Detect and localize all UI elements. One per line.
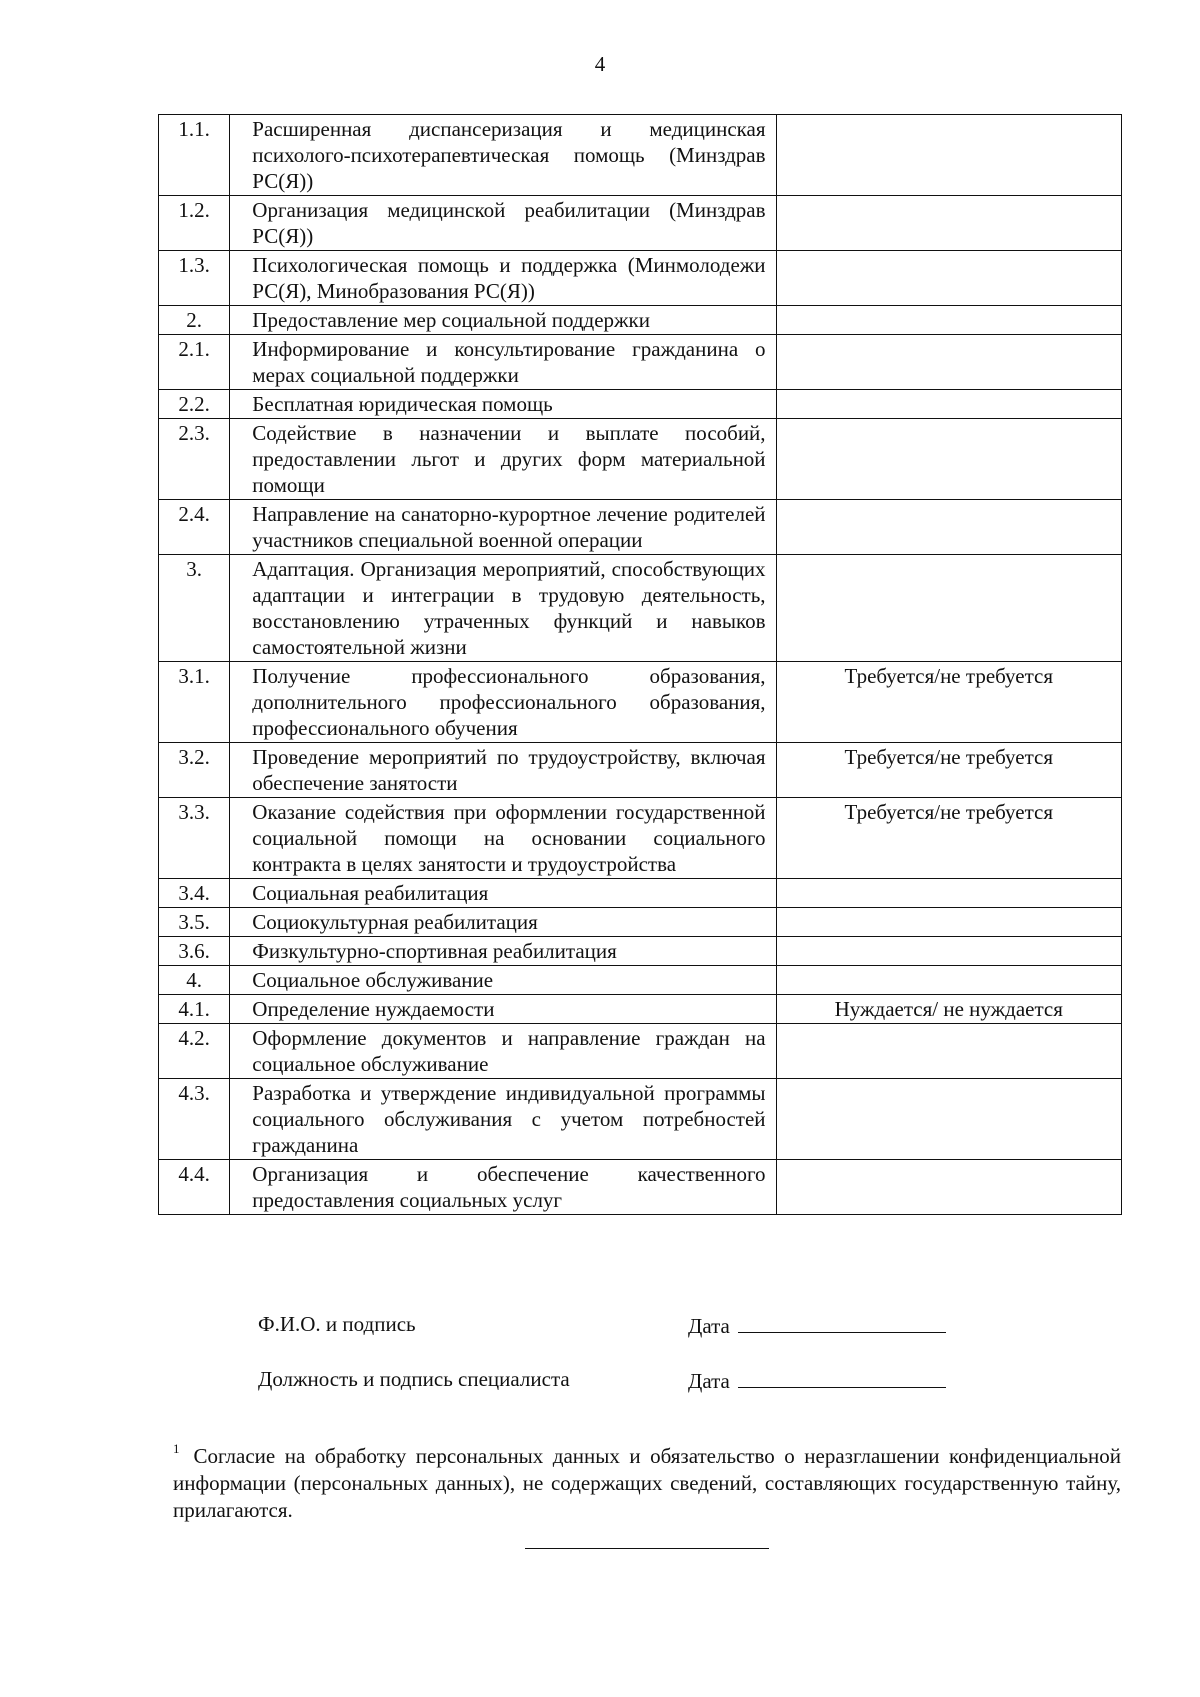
row-number: 2.2. [159, 390, 230, 419]
row-measure: Организация медицинской реабилитации (Минздрав РС(Я)) [230, 196, 776, 251]
row-number: 3. [159, 555, 230, 662]
row-number: 3.6. [159, 937, 230, 966]
row-number: 2.1. [159, 335, 230, 390]
table-row [159, 798, 1122, 879]
table-row [159, 966, 1122, 995]
table-row [159, 743, 1122, 798]
row-measure: Направление на санаторно-курортное лечение родителей участников специальной военной операции [230, 500, 776, 555]
row-value [776, 1160, 1121, 1215]
row-number: 2. [159, 306, 230, 335]
table-row [159, 1024, 1122, 1079]
row-value: Требуется/не требуется [776, 662, 1121, 743]
row-number: 2.4. [159, 500, 230, 555]
row-measure: Оформление документов и направление граждан на социальное обслуживание [230, 1024, 776, 1079]
table-row [159, 662, 1122, 743]
row-measure: Социальное обслуживание [230, 966, 776, 995]
row-value [776, 879, 1121, 908]
row-value [776, 908, 1121, 937]
footnote [173, 1435, 1121, 1524]
footnote-mark: 1 [173, 1441, 180, 1456]
date-label: Дата [688, 1314, 730, 1338]
row-measure: Определение нуждаемости [230, 995, 776, 1024]
row-value [776, 115, 1121, 196]
row-measure: Организация и обеспечение качественного предоставления социальных услуг [230, 1160, 776, 1215]
row-number: 1.2. [159, 196, 230, 251]
row-value: Требуется/не требуется [776, 798, 1121, 879]
specialist-signature-label: Должность и подпись специалиста [258, 1367, 570, 1391]
date-label: Дата [688, 1369, 730, 1393]
row-measure: Оказание содействия при оформлении государственной социальной помощи на основании социального контракта в целях занятости и трудоустройства [230, 798, 776, 879]
table-row [159, 908, 1122, 937]
table-row [159, 555, 1122, 662]
page-number: 4 [594, 52, 606, 76]
table-row [159, 995, 1122, 1024]
row-measure: Социальная реабилитация [230, 879, 776, 908]
date-field-2 [688, 1367, 946, 1394]
row-measure: Физкультурно-спортивная реабилитация [230, 937, 776, 966]
row-number: 4.3. [159, 1079, 230, 1160]
table-row [159, 115, 1122, 196]
row-measure: Социокультурная реабилитация [230, 908, 776, 937]
row-value [776, 937, 1121, 966]
row-number: 3.3. [159, 798, 230, 879]
table-row [159, 1079, 1122, 1160]
row-measure: Бесплатная юридическая помощь [230, 390, 776, 419]
date-line [738, 1312, 946, 1333]
row-measure: Проведение мероприятий по трудоустройству, включая обеспечение занятости [230, 743, 776, 798]
row-value [776, 1024, 1121, 1079]
row-number: 3.2. [159, 743, 230, 798]
row-value [776, 390, 1121, 419]
table-row [159, 196, 1122, 251]
row-number: 3.5. [159, 908, 230, 937]
row-number: 3.4. [159, 879, 230, 908]
row-value [776, 335, 1121, 390]
table-row [159, 335, 1122, 390]
date-field-1 [688, 1312, 946, 1339]
row-number: 1.1. [159, 115, 230, 196]
row-value [776, 1079, 1121, 1160]
row-number: 4.2. [159, 1024, 230, 1079]
date-line [738, 1367, 946, 1388]
table-row [159, 879, 1122, 908]
row-measure: Получение профессионального образования, дополнительного профессионального образования, профессионального обучения [230, 662, 776, 743]
footnote-text: Согласие на обработку персональных данных и обязательство о неразглашении конфиденциальной информации (персональных данных), не содержащих сведений, составляющих государственную тайну, прилагаются. [173, 1444, 1121, 1522]
table-row [159, 251, 1122, 306]
row-measure: Информирование и консультирование гражданина о мерах социальной поддержки [230, 335, 776, 390]
row-value: Нуждается/ не нуждается [776, 995, 1121, 1024]
row-value: Требуется/не требуется [776, 743, 1121, 798]
row-measure: Психологическая помощь и поддержка (Минмолодежи РС(Я), Минобразования РС(Я)) [230, 251, 776, 306]
table-row [159, 419, 1122, 500]
row-number: 4.1. [159, 995, 230, 1024]
row-number: 4.4. [159, 1160, 230, 1215]
table-row [159, 306, 1122, 335]
row-measure: Содействие в назначении и выплате пособий, предоставлении льгот и других форм материальной помощи [230, 419, 776, 500]
row-value [776, 419, 1121, 500]
row-value [776, 251, 1121, 306]
row-number: 4. [159, 966, 230, 995]
row-measure: Адаптация. Организация мероприятий, способствующих адаптации и интеграции в трудовую деятельность, восстановлению утраченных функций и навыков самостоятельной жизни [230, 555, 776, 662]
row-measure: Предоставление мер социальной поддержки [230, 306, 776, 335]
row-value [776, 555, 1121, 662]
row-number: 1.3. [159, 251, 230, 306]
row-measure: Разработка и утверждение индивидуальной программы социального обслуживания с учетом потребностей гражданина [230, 1079, 776, 1160]
table-row [159, 500, 1122, 555]
footnote-rule [525, 1548, 769, 1549]
measures-table [158, 114, 1122, 1215]
table-row [159, 390, 1122, 419]
row-value [776, 306, 1121, 335]
row-number: 2.3. [159, 419, 230, 500]
table-row [159, 937, 1122, 966]
table-row [159, 1160, 1122, 1215]
row-value [776, 500, 1121, 555]
row-value [776, 196, 1121, 251]
row-measure: Расширенная диспансеризация и медицинская психолого-психотерапевтическая помощь (Минздрав РС(Я)) [230, 115, 776, 196]
row-number: 3.1. [159, 662, 230, 743]
row-value [776, 966, 1121, 995]
fio-signature-label: Ф.И.О. и подпись [258, 1312, 416, 1336]
